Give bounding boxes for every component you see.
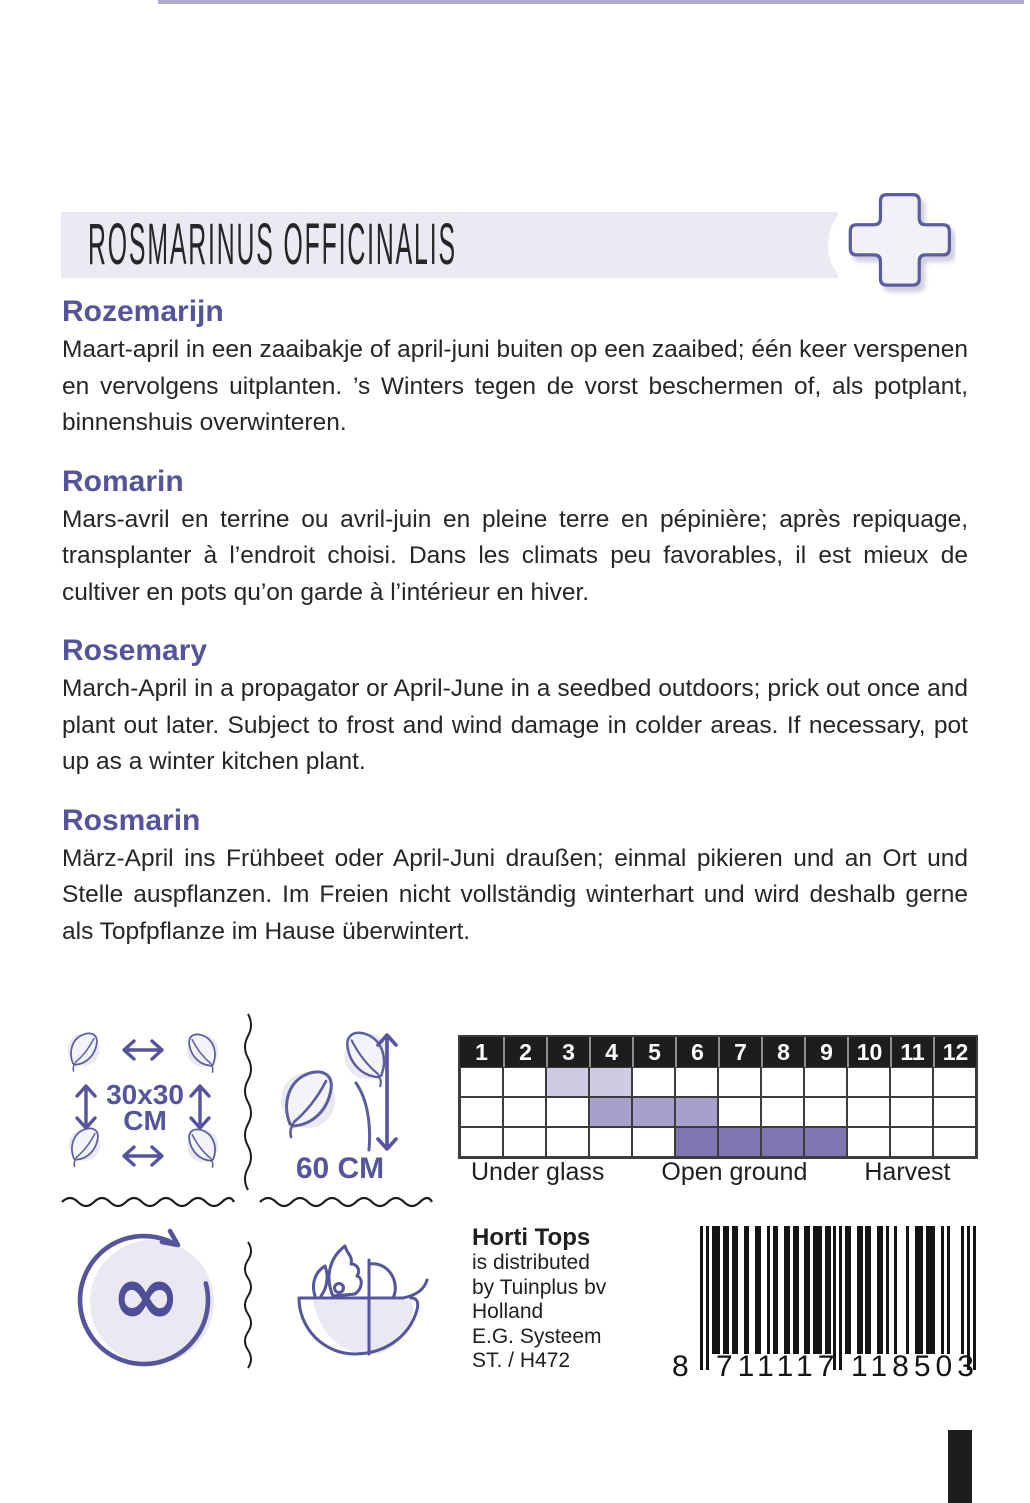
- barcode-bar: [807, 1226, 810, 1354]
- spacing-label: 30x30 CM: [106, 1079, 184, 1136]
- barcode-bar: [735, 1226, 738, 1354]
- section-dutch: [62, 296, 968, 442]
- calendar-cell: [933, 1097, 976, 1127]
- barcode-bar: [819, 1226, 822, 1354]
- calendar-month-cell: 11: [890, 1037, 933, 1067]
- infinity-symbol: ∞: [111, 1246, 181, 1344]
- barcode-bar: [726, 1226, 729, 1354]
- calendar-cell: [460, 1127, 503, 1157]
- perennial-icon: [72, 1222, 222, 1372]
- calendar-cell: [589, 1067, 632, 1097]
- barcode-bar: [947, 1226, 950, 1354]
- barcode-bar: [767, 1226, 770, 1354]
- calendar-cell: [804, 1127, 847, 1157]
- section-body: March-April in a propagator or April-June in a seedbed outdoors; prick out once and plant out later. Subject to frost and wind damage in colder areas. If necessary, pot up as a winter kitchen plant.: [62, 675, 968, 775]
- calendar-row-under-glass: [460, 1067, 976, 1097]
- calendar-cell: [933, 1127, 976, 1157]
- calendar-cell: [718, 1127, 761, 1157]
- section-english: [62, 635, 968, 781]
- calendar-cell: [761, 1067, 804, 1097]
- calendar-row-harvest: [460, 1127, 976, 1157]
- section-body: März-April ins Frühbeet oder April-Juni draußen; einmal pikieren und an Ort und Stelle auspflanzen. Im Freien nicht vollständig winterhart und wird deshalb gerne als Topfpflanze im Hause überwintert.: [62, 844, 968, 945]
- calendar-month-cell: 8: [761, 1037, 804, 1067]
- calendar-cell: [460, 1097, 503, 1127]
- barcode-bar: [932, 1226, 935, 1354]
- barcode-bar: [894, 1226, 897, 1354]
- barcode-bar: [906, 1226, 909, 1354]
- barcode-bar: [860, 1226, 863, 1354]
- calendar-month-cell: 1: [460, 1037, 503, 1067]
- barcode-bar: [706, 1226, 709, 1370]
- barcode-bar: [746, 1226, 749, 1354]
- height-arrow-icon: [374, 1032, 400, 1152]
- calendar-cell: [804, 1097, 847, 1127]
- barcode-digit-first: 8: [672, 1350, 689, 1383]
- legend-label: Under glass: [471, 1158, 605, 1186]
- barcode-digits-right: 118503: [851, 1350, 979, 1383]
- calendar-cell: [589, 1127, 632, 1157]
- legend-label: Open ground: [661, 1158, 808, 1186]
- calendar-body: [460, 1067, 976, 1157]
- calendar-cell: [675, 1067, 718, 1097]
- section-body: Maart-april in een zaaibakje of april-juni buiten op een zaaibed; één keer verspenen en vervolgens uitplanten. ’s Winters tegen de vorst beschermen of, als potplant, binnenshuis overwinteren.: [62, 336, 968, 436]
- calendar-cell: [890, 1067, 933, 1097]
- calendar-cell: [890, 1097, 933, 1127]
- section-german: [62, 805, 968, 951]
- salad-bowl-icon: [283, 1236, 433, 1368]
- barcode-bar: [717, 1226, 720, 1354]
- calendar-month-cell: 10: [847, 1037, 890, 1067]
- calendar-cell: [890, 1127, 933, 1157]
- section-body: Mars-avril en terrine ou avril-juin en pleine terre en pépinière; après repiquage, transplanter à l’endroit choisi. Dans les climats peu favorables, il est mieux de cultiver en pots qu’on garde à l’intérieur en hiver.: [62, 505, 968, 606]
- wavy-separator: [258, 1194, 434, 1208]
- calendar-cell: [632, 1127, 675, 1157]
- calendar-month-cell: 12: [933, 1037, 976, 1067]
- barcode-bar: [868, 1226, 871, 1354]
- calendar-cell: [718, 1067, 761, 1097]
- divider-squiggle: [242, 1240, 254, 1376]
- calendar-cell: [933, 1067, 976, 1097]
- calendar-month-cell: 5: [632, 1037, 675, 1067]
- barcode-bar: [839, 1226, 842, 1370]
- print-registration-bar: [948, 1430, 972, 1503]
- calendar-month-cell: 4: [589, 1037, 632, 1067]
- calendar-cell: [718, 1097, 761, 1127]
- distributor-line: is distributed: [472, 1251, 590, 1274]
- distributor-line: Holland: [472, 1300, 544, 1323]
- distributor-line: by Tuinplus bv: [472, 1275, 607, 1299]
- section-french: [62, 466, 968, 612]
- page-title: ROSMARINUS OFFICINALIS: [88, 213, 457, 277]
- calendar-cell: [675, 1127, 718, 1157]
- calendar-cell: [460, 1067, 503, 1097]
- calendar-cell: [675, 1097, 718, 1127]
- calendar-cell: [589, 1097, 632, 1127]
- calendar-cell: [546, 1067, 589, 1097]
- calendar-month-cell: 7: [718, 1037, 761, 1067]
- calendar-cell: [546, 1127, 589, 1157]
- barcode-bar: [973, 1226, 976, 1370]
- distributor-name: Horti Tops: [472, 1224, 591, 1251]
- section-heading: Romarin: [62, 464, 184, 498]
- barcode-digits-left: 711117: [716, 1350, 840, 1383]
- barcode-bar: [961, 1226, 964, 1354]
- calendar-cell: [847, 1067, 890, 1097]
- calendar-cell: [847, 1127, 890, 1157]
- section-heading: Rozemarijn: [62, 295, 224, 328]
- distributor-info: [472, 1224, 606, 1374]
- barcode-bar: [828, 1226, 831, 1354]
- calendar-cell: [632, 1067, 675, 1097]
- wavy-separator: [60, 1194, 236, 1208]
- calendar-cell: [632, 1097, 675, 1127]
- distributor-line: E.G. Systeem: [472, 1324, 602, 1348]
- barcode-bar: [880, 1226, 883, 1354]
- barcode-bar: [775, 1226, 778, 1354]
- legend-label: Harvest: [864, 1158, 951, 1186]
- section-heading: Rosmarin: [62, 803, 201, 837]
- calendar-month-cell: 2: [503, 1037, 546, 1067]
- barcode-bar: [941, 1226, 944, 1354]
- medicinal-cross-icon: [848, 186, 956, 298]
- calendar-cell: [503, 1127, 546, 1157]
- calendar-row-open-ground: [460, 1097, 976, 1127]
- barcode-bar: [848, 1226, 851, 1354]
- barcode-bar: [758, 1226, 761, 1354]
- calendar-cell: [503, 1067, 546, 1097]
- calendar-month-cell: 9: [804, 1037, 847, 1067]
- barcode-bar: [787, 1226, 790, 1354]
- distributor-line: ST. / H472: [472, 1349, 571, 1372]
- calendar-month-header: [460, 1037, 976, 1067]
- divider-squiggle: [242, 1012, 254, 1192]
- calendar-cell: [804, 1067, 847, 1097]
- calendar-legend: [458, 1158, 978, 1187]
- calendar-month-cell: 3: [546, 1037, 589, 1067]
- barcode-bar: [886, 1226, 889, 1354]
- height-label: 60 CM: [295, 1152, 385, 1185]
- sowing-calendar-table: [458, 1035, 978, 1159]
- calendar-cell: [847, 1097, 890, 1127]
- barcode-bar: [700, 1226, 703, 1370]
- barcode-bar: [796, 1226, 799, 1354]
- calendar-month-cell: 6: [675, 1037, 718, 1067]
- calendar-cell: [546, 1097, 589, 1127]
- calendar-cell: [761, 1097, 804, 1127]
- description-sections: [62, 296, 968, 974]
- calendar-cell: [503, 1097, 546, 1127]
- section-heading: Rosemary: [62, 634, 208, 667]
- barcode-bar: [967, 1226, 970, 1370]
- barcode-bar: [920, 1226, 923, 1354]
- barcode-bar: [833, 1226, 836, 1370]
- calendar-cell: [761, 1127, 804, 1157]
- top-edge-strip: [158, 0, 1024, 4]
